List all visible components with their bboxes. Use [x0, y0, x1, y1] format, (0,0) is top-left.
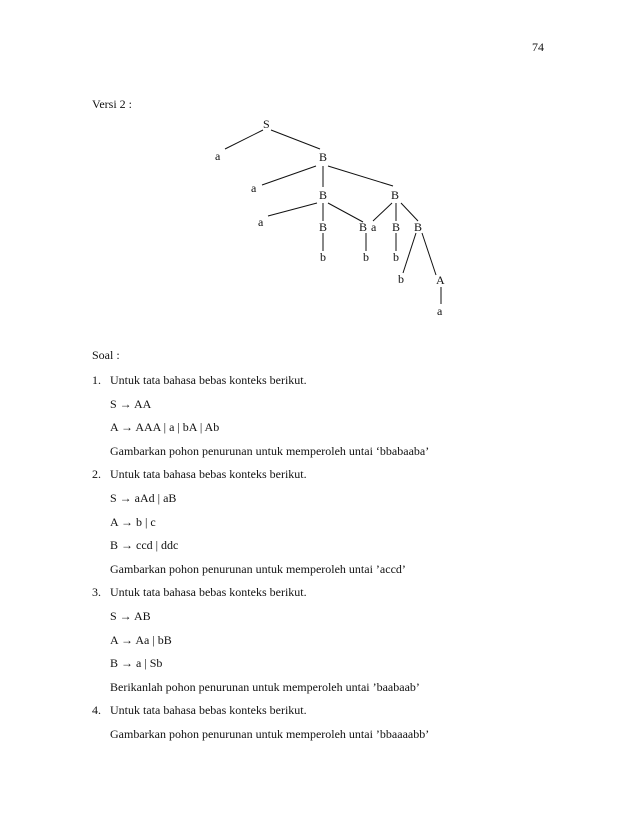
tree-node-a: a — [437, 304, 443, 318]
tree-node-A: A — [436, 273, 445, 287]
exercise-intro: Untuk tata bahasa bebas konteks berikut. — [110, 703, 307, 718]
tree-node-b: b — [398, 272, 404, 286]
tree-edge — [422, 233, 436, 275]
tree-node-a: a — [251, 181, 257, 195]
exercise-task: Gambarkan pohon penurunan untuk memperoleh untai ‘bbabaaba’ — [110, 443, 430, 458]
exercise-task: Gambarkan pohon penurunan untuk memperoleh untai ’accd’ — [110, 561, 406, 576]
tree-edge — [225, 130, 263, 149]
exercise-task: Gambarkan pohon penurunan untuk memperoleh untai ’bbaaaabb’ — [110, 726, 430, 741]
tree-edge — [262, 166, 316, 185]
exercise-number: 1. — [92, 373, 101, 387]
tree-edge — [271, 130, 320, 149]
parse-tree — [0, 0, 638, 340]
tree-node-b: b — [363, 250, 369, 264]
exercise-intro: Untuk tata bahasa bebas konteks berikut. — [110, 373, 307, 387]
grammar-rule: A → Aa | bB — [110, 632, 172, 647]
exercise-item — [92, 372, 552, 466]
grammar-rule: B → ccd | ddc — [110, 538, 179, 553]
tree-node-B: B — [359, 220, 368, 234]
exercise-item — [92, 702, 552, 749]
grammar-rule: S → AB — [110, 608, 151, 623]
exercise-number: 3. — [92, 585, 101, 600]
tree-labels — [215, 117, 445, 318]
exercise-intro: Untuk tata bahasa bebas konteks berikut. — [110, 467, 307, 482]
exercise-item — [92, 584, 552, 702]
tree-edge — [328, 203, 363, 222]
tree-node-B: B — [391, 188, 400, 202]
tree-node-B: B — [392, 220, 401, 234]
tree-node-a: a — [258, 215, 264, 229]
tree-node-B: B — [414, 220, 423, 234]
grammar-rule: S → aAd | aB — [110, 490, 177, 505]
exercise-list — [92, 372, 552, 750]
tree-node-S: S — [263, 117, 270, 131]
tree-edge — [373, 203, 392, 221]
tree-node-B: B — [319, 220, 328, 234]
tree-edge — [403, 233, 416, 273]
exercise-item — [92, 466, 552, 584]
section-subtitle: Versi 2 : — [92, 97, 132, 111]
exercise-number: 2. — [92, 467, 101, 482]
grammar-rule: A → b | c — [110, 514, 156, 529]
exercise-task: Berikanlah pohon penurunan untuk memperoleh untai ’baabaab’ — [110, 679, 420, 694]
page-number: 74 — [532, 40, 544, 54]
tree-edge — [401, 203, 418, 221]
grammar-rule: S → AA — [110, 396, 152, 411]
tree-node-b: b — [320, 250, 326, 264]
grammar-rule: B → a | Sb — [110, 656, 163, 671]
exercise-intro: Untuk tata bahasa bebas konteks berikut. — [110, 585, 307, 600]
tree-node-a: a — [215, 149, 221, 163]
exercise-number: 4. — [92, 703, 101, 718]
tree-node-a: a — [371, 220, 377, 234]
tree-node-B: B — [319, 188, 328, 202]
tree-node-b: b — [393, 250, 399, 264]
grammar-rule: A → AAA | a | bA | Ab — [110, 420, 220, 435]
exercise-heading: Soal : — [92, 348, 120, 362]
tree-node-B: B — [319, 150, 328, 164]
tree-edge — [268, 203, 317, 216]
tree-edge — [328, 166, 393, 186]
